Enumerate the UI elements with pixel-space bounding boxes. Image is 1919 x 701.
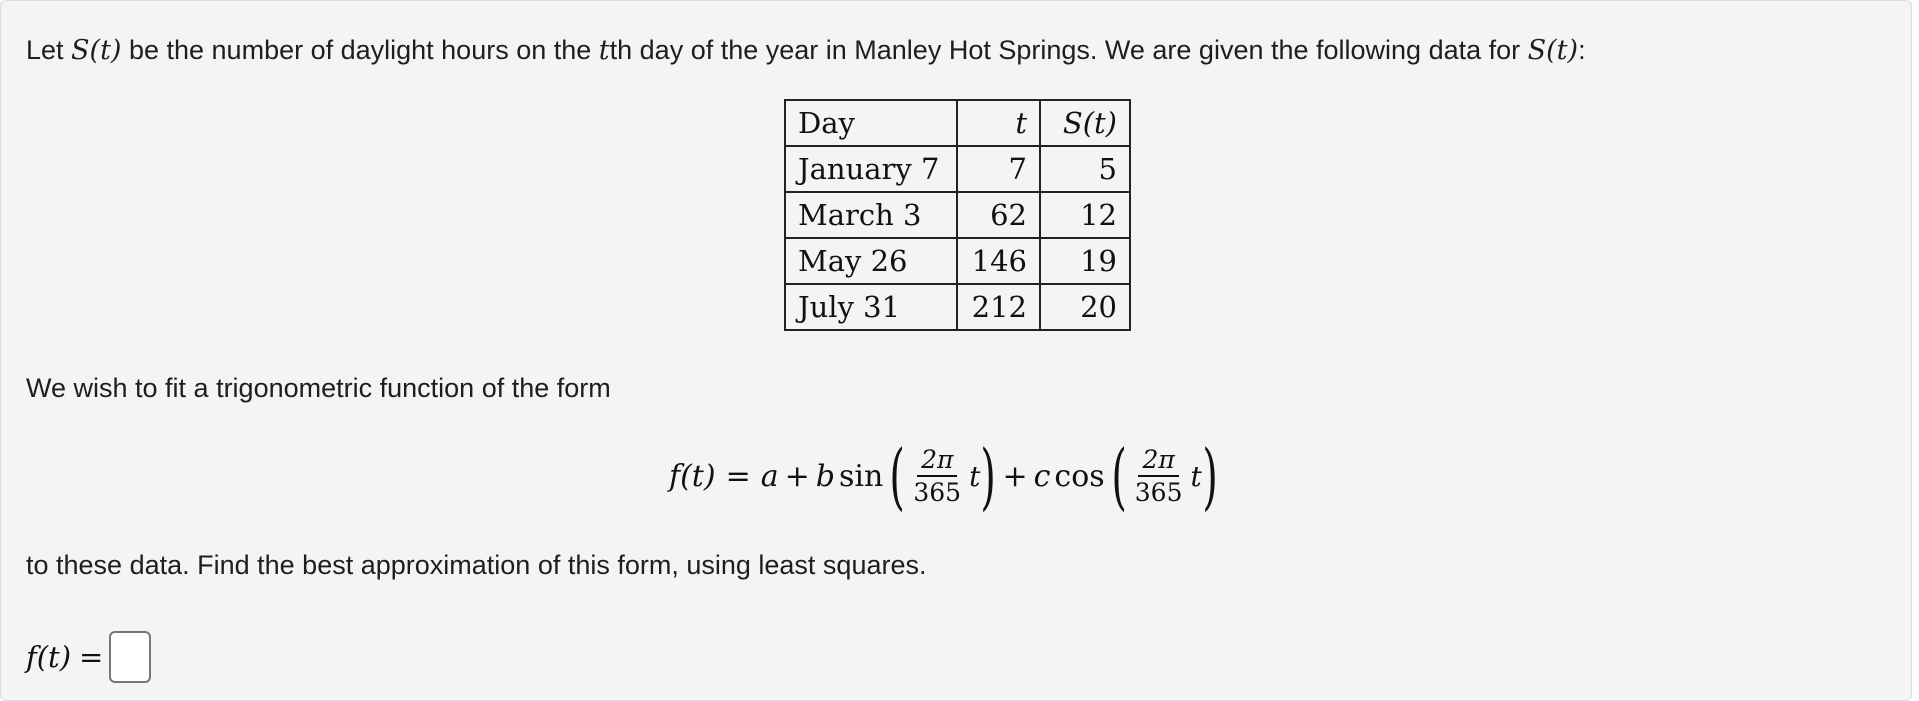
fraction-numerator: 2π	[1138, 446, 1178, 478]
daylight-data-table	[784, 99, 1131, 331]
trig-formula	[669, 431, 1218, 521]
left-paren: (	[1110, 434, 1127, 518]
formula-equals: =	[725, 458, 751, 494]
answer-input[interactable]	[109, 631, 151, 683]
table-row	[785, 238, 1130, 284]
formula-t2: t	[1190, 459, 1202, 493]
formula-sin: sin	[838, 458, 884, 494]
formula-cos: cos	[1054, 458, 1105, 494]
s-of-t-symbol: S(t)	[71, 35, 122, 66]
answer-lhs: f(t)	[26, 640, 72, 674]
table-cell-day: March 3	[785, 192, 957, 238]
table-cell-day: July 31	[785, 284, 957, 330]
table-cell-s: 20	[1040, 284, 1130, 330]
table-header-s: S(t)	[1040, 100, 1130, 146]
table-cell-t: 146	[957, 238, 1040, 284]
table-cell-t: 212	[957, 284, 1040, 330]
left-paren: (	[889, 434, 906, 518]
table-cell-s: 12	[1040, 192, 1130, 238]
table-row	[785, 146, 1130, 192]
fraction-2pi-over-365	[909, 446, 965, 507]
table-row	[785, 192, 1130, 238]
table-cell-s: 19	[1040, 238, 1130, 284]
fraction-numerator: 2π	[917, 446, 957, 478]
table-cell-day: January 7	[785, 146, 957, 192]
formula-b: b	[815, 458, 835, 494]
formula-a: a	[760, 458, 779, 494]
table-row	[785, 284, 1130, 330]
fraction-2pi-over-365	[1131, 446, 1187, 507]
right-paren: )	[1202, 434, 1218, 518]
intro-paragraph	[26, 37, 1586, 64]
table-header-day: Day	[785, 100, 957, 146]
instruction-text: to these data. Find the best approximation of this form, using least squares.	[26, 550, 927, 580]
table-cell-s: 5	[1040, 146, 1130, 192]
table-cell-t: 62	[957, 192, 1040, 238]
intro-text-mid1: be the number of daylight hours on the	[121, 35, 599, 65]
s-of-t-symbol-end: S(t)	[1527, 35, 1579, 66]
formula-plus2: +	[1002, 458, 1028, 494]
fit-text: We wish to fit a trigonometric function of the form	[26, 373, 611, 403]
formula-t1: t	[969, 459, 981, 493]
formula-c: c	[1033, 458, 1051, 494]
table-cell-day: May 26	[785, 238, 957, 284]
answer-row	[26, 631, 151, 683]
intro-text-mid2: th day of the year in Manley Hot Springs. We are given the following data for	[609, 35, 1528, 65]
intro-text-end: :	[1578, 35, 1586, 65]
fraction-denominator: 365	[1134, 478, 1183, 507]
right-paren: )	[980, 434, 997, 518]
answer-equals: =	[79, 640, 104, 674]
table-header-t: t	[957, 100, 1040, 146]
t-symbol: t	[598, 35, 610, 66]
formula-plus1: +	[784, 458, 810, 494]
table-header-row	[785, 100, 1130, 146]
fraction-denominator: 365	[913, 478, 962, 507]
formula-lhs: f(t)	[669, 458, 716, 494]
intro-text-before: Let	[26, 35, 72, 65]
table-cell-t: 7	[957, 146, 1040, 192]
